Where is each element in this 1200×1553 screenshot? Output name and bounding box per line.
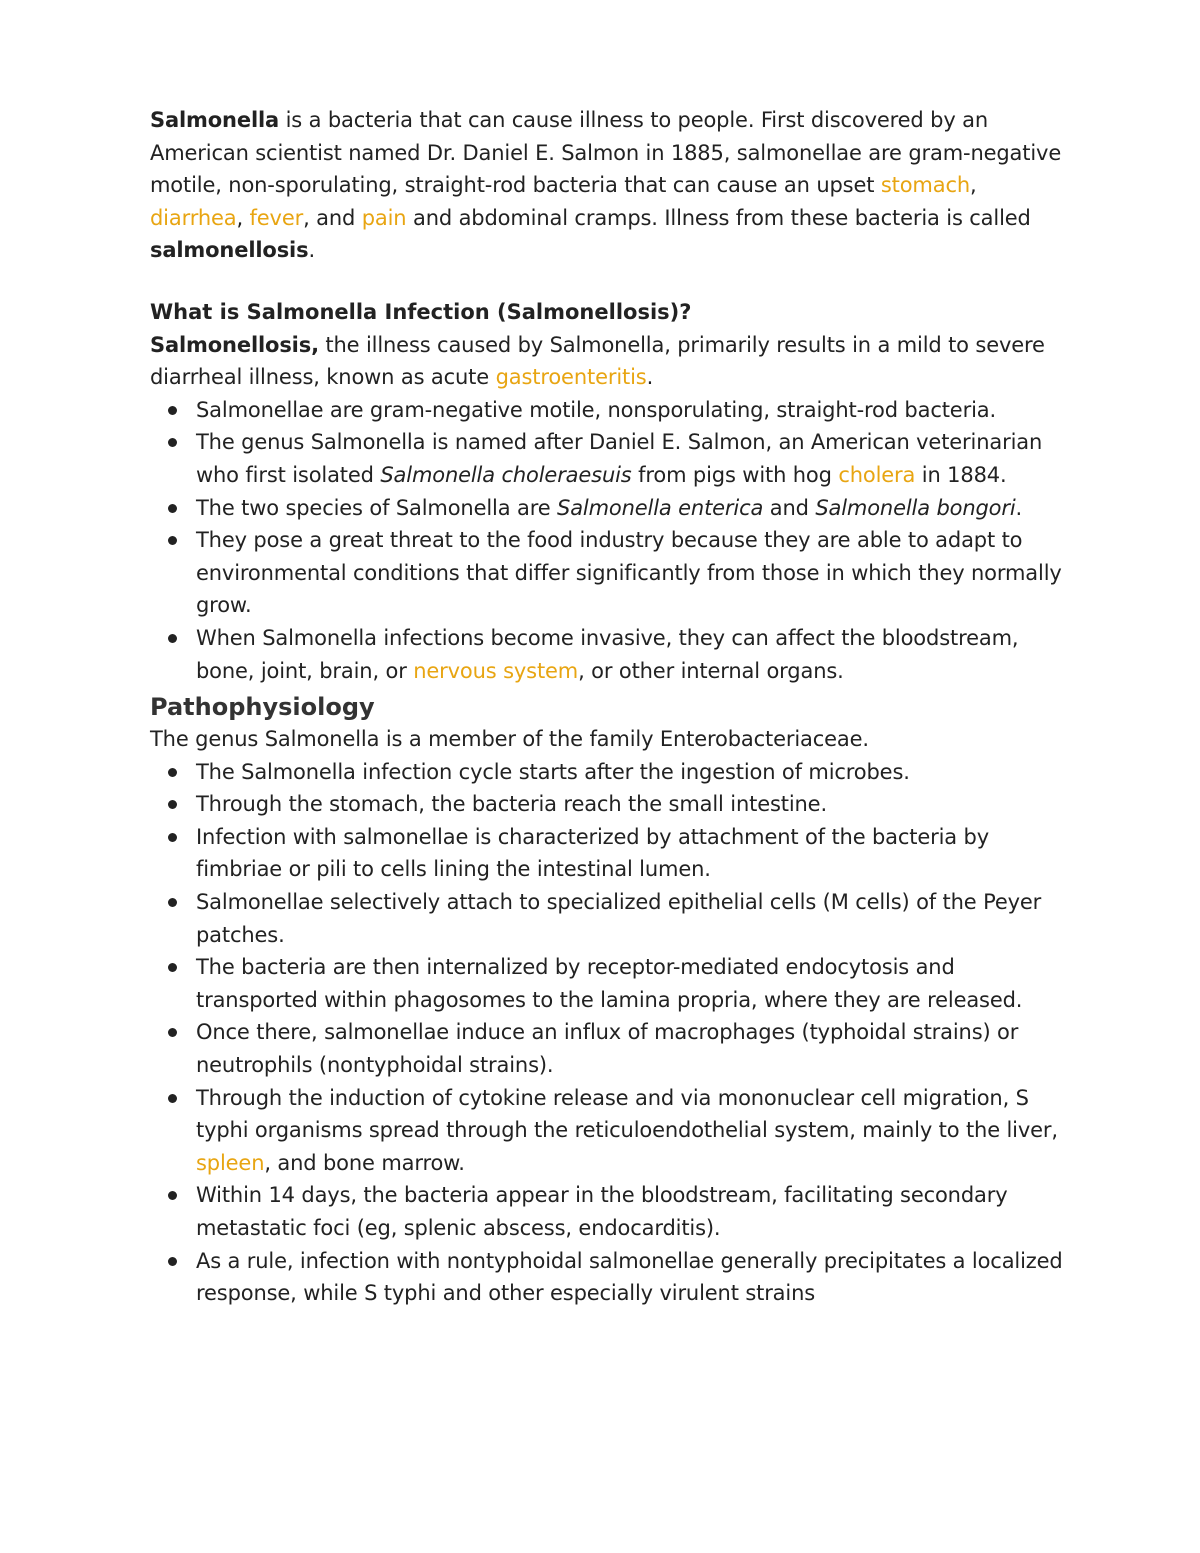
term-salmonella: Salmonella — [150, 108, 280, 132]
list-item-text: As a rule, infection with nontyphoidal salmonellae generally precipitates a localized response, while S typhi and other especially virulent strains — [196, 1248, 1063, 1306]
link-gastroenteritis[interactable]: gastroenteritis — [495, 365, 647, 390]
list-item-text: The genus Salmonella is named after Daniel E. Salmon, an American veterinarian who first isolated — [196, 430, 1043, 487]
infection-text: the illness caused by Salmonella, primarily results in a mild to severe diarrheal illness, known as acute — [150, 332, 1045, 390]
term-salmonellosis: salmonellosis — [150, 238, 309, 263]
link-cholera[interactable]: cholera — [838, 462, 916, 487]
intro-text-5: and abdominal cramps. Illness from these bacteria is called — [406, 205, 1031, 230]
list-item-text: They pose a great threat to the food industry because they are able to adapt to environmental conditions that differ significantly from those in which they normally grow. — [196, 528, 1062, 618]
list-item — [150, 426, 1070, 491]
bullet-icon — [168, 536, 177, 545]
infection-text-end: . — [646, 365, 654, 390]
list-item-text: Salmonellae selectively attach to specialized epithelial cells (M cells) of the Peyer patches. — [196, 890, 1042, 947]
list-item — [150, 622, 1070, 687]
list-item-text: , or other internal organs. — [578, 658, 844, 683]
list-item-text: Once there, salmonellae induce an influx of macrophages (typhoidal strains) or neutrophils (nontyphoidal strains). — [196, 1020, 1019, 1078]
section-heading-pathophysiology: Pathophysiology — [150, 693, 375, 722]
list-item — [150, 821, 1070, 886]
bullet-icon — [168, 438, 177, 447]
document-page — [150, 104, 1070, 1310]
list-item — [150, 1245, 1070, 1310]
list-item-text: Infection with salmonellae is characterized by attachment of the bacteria by fimbriae or pili to cells lining the intestinal lumen. — [196, 824, 990, 882]
intro-text-3: , — [236, 205, 250, 230]
spacer — [150, 267, 1070, 296]
list-item-text: Within 14 days, the bacteria appear in the bloodstream, facilitating secondary metastatic foci (eg, splenic abscess, endocarditis). — [196, 1183, 1008, 1240]
species-name: Salmonella choleraesuis — [380, 462, 632, 487]
species-name: Salmonella bongori — [815, 495, 1016, 520]
list-item-text: Through the induction of cytokine release and via mononuclear cell migration, S typhi organisms spread through the reticuloendothelial system, mainly to the liver, — [196, 1085, 1058, 1143]
intro-text-1: is a bacteria that can cause illness to people. First discovered by an American scientist named Dr. Daniel E. Salmon in 1885, salmonellae are gram-negative motile, non-sporulating, straight-rod bacteria that can cause an upset — [150, 108, 1062, 198]
list-item-text: Salmonellae are gram-negative motile, nonsporulating, straight-rod bacteria. — [196, 397, 996, 422]
list-item — [150, 492, 1070, 525]
link-fever[interactable]: fever — [249, 205, 304, 230]
link-nervous-system[interactable]: nervous system — [413, 658, 579, 683]
bullet-icon — [168, 1257, 177, 1266]
bullet-icon — [168, 1094, 177, 1103]
list-item — [150, 788, 1070, 821]
list-item — [150, 1016, 1070, 1081]
intro-text-4: , and — [303, 205, 362, 230]
bullet-icon — [168, 1028, 177, 1037]
list-item-text: and — [763, 495, 816, 520]
list-item — [150, 886, 1070, 951]
link-stomach[interactable]: stomach — [880, 173, 970, 198]
bullet-icon — [168, 1191, 177, 1200]
bullet-icon — [168, 406, 177, 415]
link-diarrhea[interactable]: diarrhea — [150, 205, 237, 230]
term-salmonellosis-bold: Salmonellosis, — [150, 332, 319, 357]
infection-bullet-list — [150, 394, 1070, 687]
list-item-text: When Salmonella infections become invasive, they can affect the bloodstream, bone, joint, brain, or — [196, 625, 1019, 683]
intro-text-6: . — [308, 238, 315, 263]
intro-paragraph — [150, 104, 1070, 267]
bullet-icon — [168, 800, 177, 809]
list-item-text: from pigs with hog — [631, 462, 839, 487]
species-name: Salmonella enterica — [557, 495, 764, 520]
bullet-icon — [168, 963, 177, 972]
infection-paragraph — [150, 329, 1070, 394]
list-item — [150, 1179, 1070, 1244]
list-item-text: The bacteria are then internalized by receptor-mediated endocytosis and transported within phagosomes to the lamina propria, where they are released. — [196, 955, 1023, 1012]
list-item-text: , and bone marrow. — [264, 1150, 465, 1175]
section-heading-infection: What is Salmonella Infection (Salmonellosis)? — [150, 299, 692, 324]
list-item — [150, 951, 1070, 1016]
list-item-text: The two species of Salmonella are — [196, 495, 558, 520]
link-pain[interactable]: pain — [361, 205, 407, 230]
bullet-icon — [168, 634, 177, 643]
list-item — [150, 1082, 1070, 1180]
list-item-text: The Salmonella infection cycle starts after the ingestion of microbes. — [196, 759, 910, 784]
bullet-icon — [168, 504, 177, 513]
list-item-text: . — [1015, 495, 1023, 520]
list-item — [150, 524, 1070, 622]
intro-text-2: , — [970, 173, 977, 198]
bullet-icon — [168, 768, 177, 777]
list-item — [150, 756, 1070, 789]
pathophysiology-intro: The genus Salmonella is a member of the family Enterobacteriaceae. — [150, 727, 869, 752]
list-item-text: Through the stomach, the bacteria reach the small intestine. — [196, 792, 827, 817]
link-spleen[interactable]: spleen — [196, 1150, 265, 1175]
list-item-text: in 1884. — [915, 462, 1007, 487]
bullet-icon — [168, 898, 177, 907]
list-item — [150, 394, 1070, 427]
bullet-icon — [168, 833, 177, 842]
pathophysiology-bullet-list — [150, 756, 1070, 1310]
